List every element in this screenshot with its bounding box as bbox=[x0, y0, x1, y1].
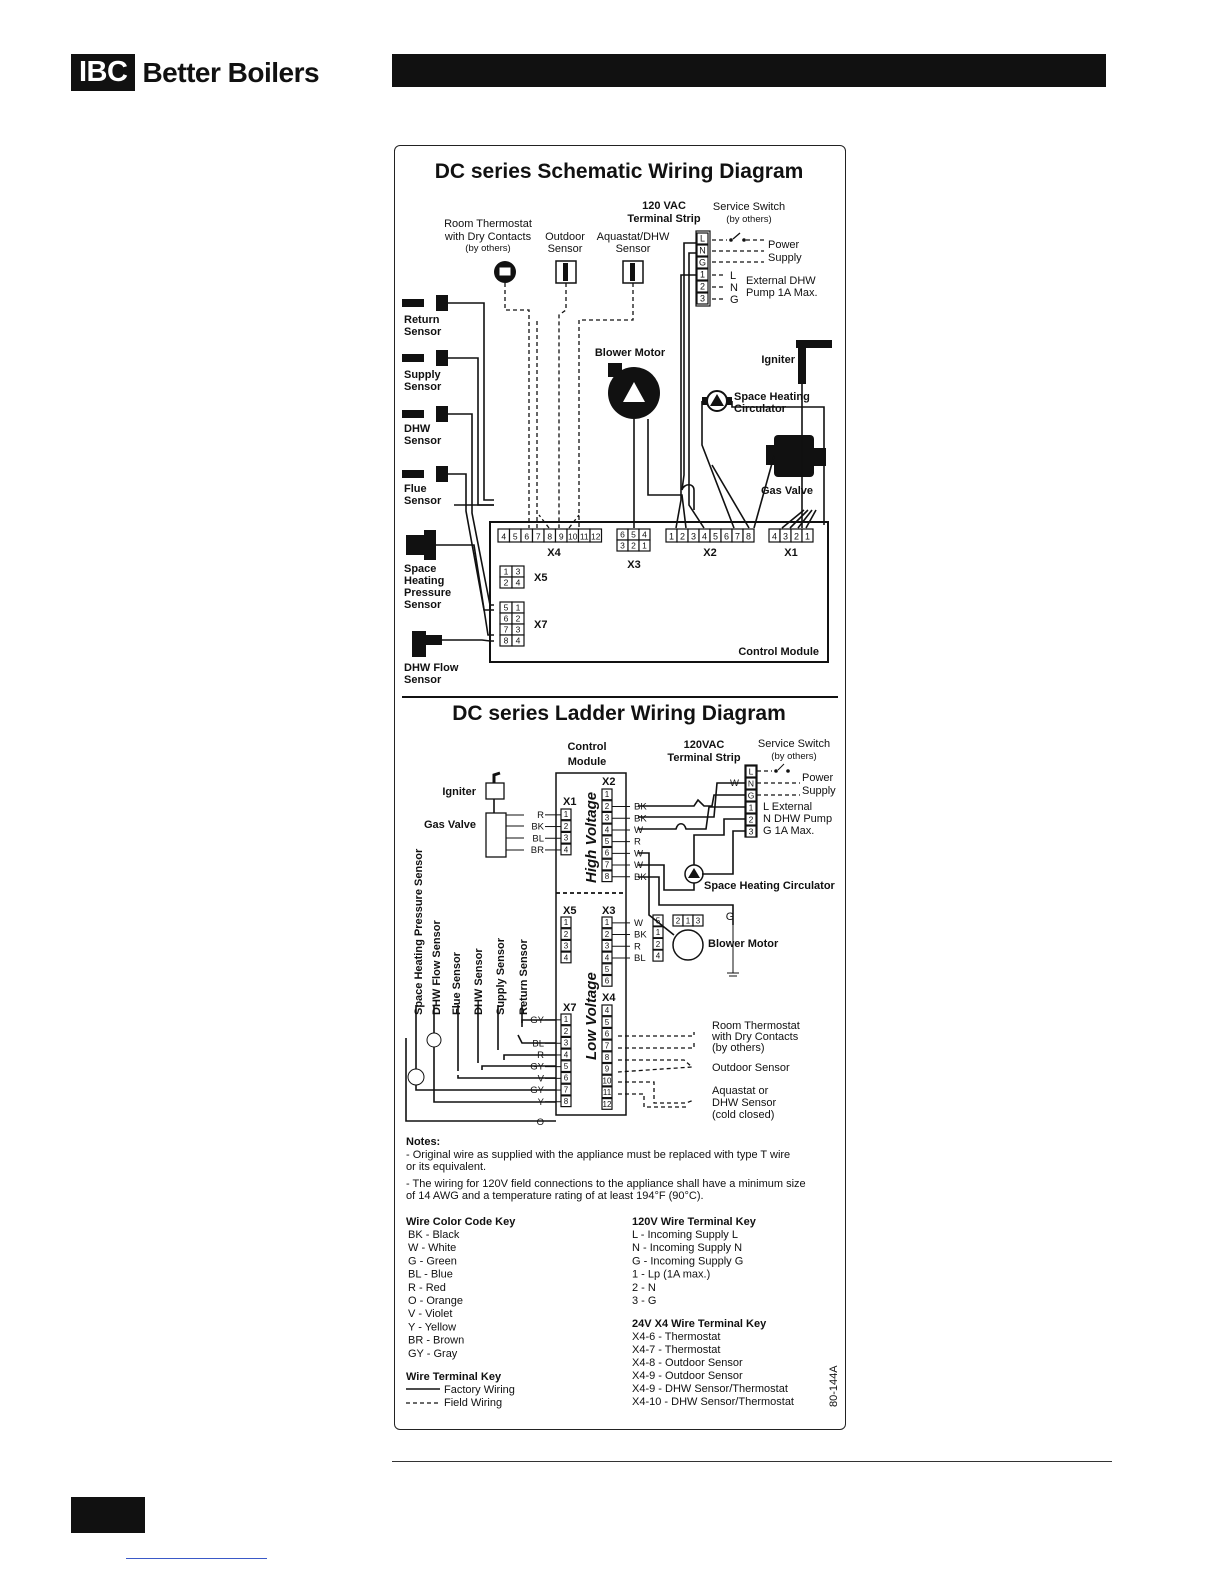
blower-top-2-label: 2 bbox=[675, 916, 681, 926]
lx7-pin-5-label: 5 bbox=[563, 1062, 569, 1071]
lx4-pin-6-label: 6 bbox=[604, 1029, 610, 1039]
service-switch-icon bbox=[729, 238, 733, 242]
lx4-pin-11-label: 11 bbox=[602, 1088, 612, 1098]
svg-text:L External: L External bbox=[763, 801, 813, 813]
lx1-pin-2-label: 2 bbox=[563, 821, 569, 831]
svg-text:(by others): (by others) bbox=[465, 243, 511, 254]
lx7-color-5: GY bbox=[530, 1061, 544, 1073]
sensor-label-3: Sensor bbox=[404, 495, 442, 507]
key-120v-item: L - Incoming Supply L bbox=[632, 1229, 738, 1241]
ladder-gas-valve-icon bbox=[486, 813, 506, 857]
ladder-external-pump-label bbox=[763, 801, 832, 837]
lx7-pin-1-label: 1 bbox=[563, 1015, 569, 1025]
x4-pin-12-label: 12 bbox=[591, 531, 601, 542]
lx7-pin-8-label: 8 bbox=[563, 1097, 569, 1107]
strip-term-g-label: G bbox=[698, 257, 707, 268]
svg-text:with Dry Contacts: with Dry Contacts bbox=[444, 231, 532, 243]
ladder-power-supply-label bbox=[802, 772, 836, 797]
vertical-sensor-label-2: Flue Sensor bbox=[451, 952, 463, 1015]
lx2-color-5: R bbox=[634, 836, 641, 848]
control-module-label: Control Module bbox=[738, 646, 819, 658]
svg-text:Power: Power bbox=[768, 239, 800, 251]
x2-pin-2-label: 2 bbox=[679, 531, 686, 542]
strip-term-n-label: N bbox=[699, 245, 706, 256]
lx7-color-extra: O bbox=[536, 1117, 544, 1128]
lx1-color-2: BK bbox=[531, 821, 544, 833]
x7-pin-6-label: 6 bbox=[503, 613, 509, 624]
x1-pin-1-label: 1 bbox=[804, 531, 811, 542]
ladder-igniter-label: Igniter bbox=[442, 786, 476, 798]
ladder-outdoor-label: Outdoor Sensor bbox=[712, 1062, 790, 1074]
color-key-item: R - Red bbox=[408, 1281, 446, 1294]
svg-text:Terminal Strip: Terminal Strip bbox=[627, 213, 701, 225]
lx2-pin-2-label: 2 bbox=[604, 801, 610, 811]
svg-text:Factory Wiring: Factory Wiring bbox=[444, 1384, 515, 1396]
x5-label: X5 bbox=[534, 572, 548, 584]
lx5-pin-4-label: 4 bbox=[563, 953, 569, 963]
igniter-icon bbox=[796, 340, 832, 384]
sensor-label-4: Sensor bbox=[404, 599, 442, 611]
x1-pin-2-label: 2 bbox=[793, 531, 800, 542]
pump-term-g: G bbox=[730, 294, 739, 306]
vertical-sensor-label-4: Supply Sensor bbox=[495, 937, 507, 1015]
svg-text:Circulator: Circulator bbox=[734, 403, 786, 415]
color-key-item: O - Orange bbox=[408, 1295, 464, 1307]
x4-label: X4 bbox=[547, 547, 561, 559]
ladder-thermostat-label bbox=[711, 1020, 800, 1054]
igniter-label: Igniter bbox=[761, 354, 795, 366]
ladder-x7-label: X7 bbox=[563, 1002, 577, 1014]
x2-pin-5-label: 5 bbox=[712, 531, 719, 542]
ladder-circulator-label: Space Heating Circulator bbox=[704, 880, 835, 892]
external-pump-label bbox=[746, 275, 818, 299]
key-120v-item: 2 - N bbox=[632, 1281, 656, 1294]
lx7-pin-7-label: 7 bbox=[563, 1085, 569, 1095]
svg-text:Supply: Supply bbox=[802, 785, 836, 797]
svg-text:N DHW Pump: N DHW Pump bbox=[763, 813, 833, 825]
lx3-pin-6-label: 6 bbox=[604, 976, 610, 986]
svg-text:Space Heating: Space Heating bbox=[734, 391, 810, 403]
vertical-sensor-label-1: DHW Flow Sensor bbox=[431, 920, 443, 1015]
svg-text:120VAC: 120VAC bbox=[683, 739, 725, 751]
x4-pin-10-label: 10 bbox=[568, 531, 578, 542]
header-bar bbox=[392, 54, 1106, 87]
svg-text:Sensor: Sensor bbox=[615, 243, 651, 255]
pump-term-l: L bbox=[730, 270, 737, 282]
lx5-pin-3-label: 3 bbox=[563, 941, 569, 951]
x4-pin-7-label: 7 bbox=[535, 531, 541, 542]
svg-text:120 VAC: 120 VAC bbox=[642, 200, 686, 212]
color-key-item: GY - Gray bbox=[408, 1347, 458, 1360]
lx2-color-6: W bbox=[634, 848, 643, 860]
svg-text:(by others): (by others) bbox=[771, 751, 817, 762]
lx1-pin-1-label: 1 bbox=[563, 810, 569, 820]
x2-pin-3-label: 3 bbox=[690, 531, 697, 542]
x2-pin-7-label: 7 bbox=[734, 531, 741, 542]
svg-text:Module: Module bbox=[567, 756, 607, 768]
color-key-item: G - Green bbox=[408, 1255, 457, 1268]
lx7-color-7: GY bbox=[530, 1085, 544, 1097]
svg-text:Power: Power bbox=[802, 772, 834, 784]
service-switch-label bbox=[713, 201, 785, 225]
note-line-3: of 14 AWG and a temperature rating of at least 194°F (90°C). bbox=[406, 1190, 704, 1202]
sensor-label-3: Flue bbox=[404, 483, 427, 495]
lx7-color-8: Y bbox=[537, 1096, 544, 1108]
ladder-field-wires bbox=[618, 1032, 694, 1107]
x7-pin-8-label: 8 bbox=[503, 635, 509, 646]
svg-text:Room Thermostat: Room Thermostat bbox=[712, 1020, 800, 1032]
lx7-pin-3-label: 3 bbox=[563, 1038, 569, 1048]
note-line-0: - Original wire as supplied with the appliance must be replaced with type T wire bbox=[406, 1149, 791, 1161]
circulator-icon bbox=[702, 391, 732, 411]
x4-pin-6-label: 6 bbox=[524, 531, 530, 542]
x7-label: X7 bbox=[534, 619, 548, 631]
lx4-pin-8-label: 8 bbox=[604, 1053, 610, 1062]
svg-text:Service Switch: Service Switch bbox=[712, 201, 786, 213]
lx4-pin-9-label: 9 bbox=[604, 1064, 610, 1074]
blower-term-5-label: 5 bbox=[655, 916, 661, 926]
ground-label: G bbox=[725, 911, 735, 923]
sensor-label-5: DHW Flow bbox=[404, 662, 459, 674]
lx1-pin-3-label: 3 bbox=[563, 833, 569, 843]
color-key-item: BK - Black bbox=[408, 1229, 460, 1241]
lx3-pin-2-label: 2 bbox=[604, 929, 610, 939]
key-120v-heading: 120V Wire Terminal Key bbox=[632, 1216, 756, 1228]
key-120v-item: G - Incoming Supply G bbox=[632, 1255, 744, 1268]
sensor-label-1: Sensor bbox=[404, 381, 442, 393]
lx4-pin-4-label: 4 bbox=[604, 1006, 610, 1016]
svg-text:Terminal Strip: Terminal Strip bbox=[667, 752, 741, 764]
x3-pin-5-label: 5 bbox=[631, 529, 636, 540]
sensor-label-4: Pressure bbox=[404, 587, 452, 599]
lx1-pin-4-label: 4 bbox=[563, 845, 569, 855]
lx3-color-4: BL bbox=[634, 952, 646, 964]
note-line-2: - The wiring for 120V field connections to the appliance shall have a minimum size bbox=[406, 1178, 806, 1190]
x4-pin-5-label: 5 bbox=[512, 531, 518, 542]
lx7-color-3: BL bbox=[532, 1038, 544, 1050]
room-thermostat-label bbox=[444, 218, 532, 254]
x7-pin-2-label: 2 bbox=[515, 613, 521, 624]
svg-text:Field Wiring: Field Wiring bbox=[444, 1397, 503, 1409]
gas-valve-icon bbox=[766, 435, 826, 477]
lx2-color-3: BK bbox=[634, 813, 647, 825]
lx2-pin-8-label: 8 bbox=[604, 872, 610, 882]
ladder-x3-label: X3 bbox=[602, 905, 616, 917]
x7-pin-7-label: 7 bbox=[503, 624, 509, 635]
x7-pin-4-label: 4 bbox=[515, 635, 521, 646]
ladder-strip-n-label: N bbox=[747, 778, 755, 789]
lx1-color-3: BL bbox=[532, 833, 544, 845]
x3-pin-1-label: 1 bbox=[642, 540, 647, 551]
svg-text:External DHW: External DHW bbox=[746, 275, 816, 287]
ladder-aquastat-label bbox=[712, 1085, 777, 1121]
x3-pin-3-label: 3 bbox=[620, 540, 625, 551]
svg-text:DHW Sensor: DHW Sensor bbox=[712, 1097, 777, 1109]
lx2-pin-3-label: 3 bbox=[604, 813, 610, 823]
vertical-sensor-label-5: Return Sensor bbox=[518, 939, 530, 1015]
x4-pin-9-label: 9 bbox=[558, 531, 564, 542]
blower-term-4-label: 4 bbox=[655, 951, 661, 961]
x2-label: X2 bbox=[703, 547, 717, 559]
blower-top-3-label: 3 bbox=[695, 916, 701, 926]
x3-pin-4-label: 4 bbox=[642, 529, 647, 540]
lx4-pin-7-label: 7 bbox=[604, 1041, 610, 1051]
ladder-igniter-icon bbox=[486, 773, 504, 799]
ladder-strip-2-label: 2 bbox=[748, 814, 754, 825]
note-line-1: or its equivalent. bbox=[406, 1161, 487, 1173]
x2-pin-4-label: 4 bbox=[701, 531, 708, 542]
svg-text:G 1A Max.: G 1A Max. bbox=[763, 825, 815, 837]
aquastat-label bbox=[597, 231, 670, 255]
blower-top-1-label: 1 bbox=[685, 916, 691, 926]
high-voltage-label: High Voltage bbox=[583, 791, 600, 883]
lx3-pin-5-label: 5 bbox=[604, 965, 610, 974]
color-key-item: Y - Yellow bbox=[408, 1321, 457, 1334]
sensor-label-1: Supply bbox=[404, 369, 441, 381]
lx2-pin-5-label: 5 bbox=[604, 837, 610, 846]
ladder-strip-g-label: G bbox=[747, 790, 755, 801]
sensor-label-5: Sensor bbox=[404, 674, 442, 686]
sensor-label-2: Sensor bbox=[404, 435, 442, 447]
ladder-blower-label: Blower Motor bbox=[708, 938, 779, 950]
svg-text:with Dry Contacts: with Dry Contacts bbox=[712, 1031, 799, 1043]
svg-text:Aquastat/DHW: Aquastat/DHW bbox=[596, 231, 670, 243]
lx2-color-7: W bbox=[634, 860, 643, 872]
svg-text:Aquastat or: Aquastat or bbox=[712, 1085, 769, 1097]
brand-logo bbox=[71, 54, 319, 91]
lx7-color-6: V bbox=[537, 1073, 544, 1085]
lx4-pin-12-label: 12 bbox=[602, 1099, 612, 1109]
ladder-strip-l-label: L bbox=[748, 766, 754, 777]
color-key-item: BR - Brown bbox=[408, 1334, 465, 1347]
svg-text:Control: Control bbox=[567, 741, 607, 753]
blower-term-2-label: 2 bbox=[655, 939, 661, 949]
ladder-gas-valve-label: Gas Valve bbox=[424, 819, 476, 831]
schematic-title: DC series Schematic Wiring Diagram bbox=[434, 160, 804, 183]
lx2-color-4: W bbox=[634, 824, 643, 836]
x2-pin-6-label: 6 bbox=[723, 531, 730, 542]
svg-text:(cold closed): (cold closed) bbox=[712, 1109, 775, 1121]
key-24v-item: X4-8 - Outdoor Sensor bbox=[632, 1357, 743, 1369]
color-key-item: BL - Blue bbox=[408, 1268, 453, 1281]
blower-motor-icon bbox=[608, 363, 660, 419]
ladder-circulator-icon bbox=[685, 865, 703, 883]
control-module bbox=[490, 522, 828, 662]
lx3-pin-4-label: 4 bbox=[604, 953, 610, 963]
x1-pin-3-label: 3 bbox=[782, 531, 789, 542]
page-number-box bbox=[71, 1497, 145, 1533]
svg-text:Supply: Supply bbox=[768, 252, 802, 264]
blower-term-1-label: 1 bbox=[655, 928, 661, 938]
ladder-terminal-strip-label bbox=[667, 739, 740, 764]
color-key-item: V - Violet bbox=[408, 1308, 453, 1321]
terminal-strip-label bbox=[627, 200, 700, 225]
ladder-control-module-label bbox=[567, 741, 606, 768]
sensor-label-0: Sensor bbox=[404, 326, 442, 338]
lx2-color-2: BK bbox=[634, 801, 647, 813]
space-heating-circulator-label bbox=[734, 391, 810, 415]
lx4-pin-10-label: 10 bbox=[602, 1076, 612, 1086]
x1-label: X1 bbox=[784, 547, 798, 559]
lx1-color-1: R bbox=[537, 809, 544, 821]
sensor-label-4: Heating bbox=[404, 575, 445, 587]
logo-mark: IBC bbox=[71, 54, 135, 91]
color-key-item: W - White bbox=[408, 1242, 457, 1255]
x1-pin-4-label: 4 bbox=[771, 531, 778, 542]
x4-pin-11-label: 11 bbox=[579, 531, 589, 542]
sensor-label-0: Return bbox=[404, 314, 440, 326]
key-120v-item: 1 - Lp (1A max.) bbox=[632, 1268, 711, 1281]
svg-text:Wire Terminal Key: Wire Terminal Key bbox=[406, 1371, 502, 1383]
x5-pin-3-label: 3 bbox=[515, 566, 521, 577]
x7-pin-1-label: 1 bbox=[515, 602, 521, 613]
svg-text:(by others): (by others) bbox=[712, 1042, 765, 1054]
logo-text: Better Boilers bbox=[142, 56, 320, 88]
ladder-strip-3-label: 3 bbox=[748, 826, 754, 837]
sensor-label-4: Space bbox=[404, 563, 437, 575]
lx3-color-2: BK bbox=[634, 929, 647, 941]
x3-pin-2-label: 2 bbox=[631, 540, 636, 551]
lx7-pin-6-label: 6 bbox=[563, 1073, 569, 1083]
x2-pin-8-label: 8 bbox=[745, 531, 752, 542]
key-120v-item: N - Incoming Supply N bbox=[632, 1242, 743, 1255]
lx7-pin-4-label: 4 bbox=[563, 1050, 569, 1060]
x5-pin-2-label: 2 bbox=[503, 577, 509, 588]
notes-heading: Notes: bbox=[406, 1136, 441, 1148]
lx3-color-1: W bbox=[634, 917, 643, 929]
ladder-w-label: W bbox=[730, 778, 739, 789]
lx2-pin-1-label: 1 bbox=[604, 790, 610, 800]
vertical-sensor-label-0: Space Heating Pressure Sensor bbox=[413, 848, 425, 1015]
lx3-pin-1-label: 1 bbox=[604, 918, 610, 928]
x7-pin-3-label: 3 bbox=[515, 624, 521, 635]
ladder-x1-label: X1 bbox=[563, 796, 577, 808]
lx2-pin-6-label: 6 bbox=[604, 848, 610, 858]
ladder-title: DC series Ladder Wiring Diagram bbox=[452, 702, 786, 725]
key-24v-item: X4-7 - Thermostat bbox=[632, 1344, 721, 1356]
ladder-service-switch-label bbox=[758, 738, 830, 762]
x5-pin-4-label: 4 bbox=[515, 577, 521, 588]
x4-pin-8-label: 8 bbox=[547, 531, 553, 542]
x3-label: X3 bbox=[627, 559, 641, 571]
lx2-pin-4-label: 4 bbox=[604, 825, 610, 835]
x5-pin-1-label: 1 bbox=[503, 566, 509, 577]
key-24v-item: X4-6 - Thermostat bbox=[632, 1331, 721, 1343]
pump-term-n: N bbox=[730, 282, 738, 294]
strip-term-2-label: 2 bbox=[699, 281, 706, 292]
lx7-color-4: R bbox=[537, 1049, 544, 1061]
footer-link[interactable] bbox=[126, 1558, 267, 1559]
blower-motor-label: Blower Motor bbox=[594, 347, 666, 359]
lx7-pin-2-label: 2 bbox=[563, 1026, 569, 1036]
svg-text:Sensor: Sensor bbox=[547, 243, 583, 255]
svg-text:Service Switch: Service Switch bbox=[757, 738, 831, 750]
strip-term-l-label: L bbox=[699, 233, 706, 244]
strip-term-3-label: 3 bbox=[699, 293, 706, 304]
lx5-pin-2-label: 2 bbox=[563, 929, 569, 939]
svg-text:Pump 1A Max.: Pump 1A Max. bbox=[746, 287, 818, 299]
wire-terminal-key bbox=[406, 1371, 515, 1409]
ladder-blower-icon bbox=[673, 930, 703, 960]
lx7-color-1: GY bbox=[530, 1014, 544, 1026]
strip-term-1-label: 1 bbox=[699, 269, 706, 280]
ground-icon bbox=[727, 925, 739, 976]
ladder-x2-label: X2 bbox=[602, 776, 616, 788]
wiring-diagram bbox=[394, 145, 844, 1428]
lx5-pin-1-label: 1 bbox=[563, 918, 569, 928]
svg-text:Outdoor: Outdoor bbox=[545, 231, 585, 243]
key-120v-item: 3 - G bbox=[632, 1295, 657, 1307]
key-24v-item: X4-9 - Outdoor Sensor bbox=[632, 1370, 743, 1382]
drawing-number: 80-144A bbox=[828, 1365, 840, 1407]
ladder-x5-label: X5 bbox=[563, 905, 577, 917]
outdoor-sensor-label bbox=[545, 231, 585, 255]
lx3-pin-3-label: 3 bbox=[604, 941, 610, 951]
lx2-pin-7-label: 7 bbox=[604, 860, 610, 870]
sensor-label-2: DHW bbox=[404, 423, 431, 435]
key-24v-heading: 24V X4 Wire Terminal Key bbox=[632, 1318, 767, 1330]
ladder-x4-label: X4 bbox=[602, 992, 616, 1004]
color-key-heading: Wire Color Code Key bbox=[406, 1216, 516, 1228]
lx3-color-3: R bbox=[634, 941, 641, 953]
power-supply-label bbox=[768, 239, 802, 264]
x7-pin-5-label: 5 bbox=[503, 602, 509, 613]
lx1-color-4: BR bbox=[530, 844, 544, 856]
ladder-strip-1-label: 1 bbox=[748, 802, 754, 813]
gas-valve-label: Gas Valve bbox=[761, 485, 813, 497]
x3-pin-6-label: 6 bbox=[620, 529, 625, 540]
x2-pin-1-label: 1 bbox=[668, 531, 675, 542]
key-24v-item: X4-9 - DHW Sensor/Thermostat bbox=[632, 1383, 788, 1395]
lx2-color-8: BK bbox=[634, 871, 647, 883]
lx4-pin-5-label: 5 bbox=[604, 1017, 610, 1027]
key-24v-item: X4-10 - DHW Sensor/Thermostat bbox=[632, 1396, 794, 1408]
vertical-sensor-label-3: DHW Sensor bbox=[473, 948, 485, 1015]
x4-pin-4-label: 4 bbox=[501, 531, 507, 542]
footer-rule bbox=[392, 1461, 1112, 1462]
svg-text:(by others): (by others) bbox=[726, 214, 772, 225]
low-voltage-label: Low Voltage bbox=[583, 972, 600, 1060]
svg-text:Room Thermostat: Room Thermostat bbox=[444, 218, 532, 230]
